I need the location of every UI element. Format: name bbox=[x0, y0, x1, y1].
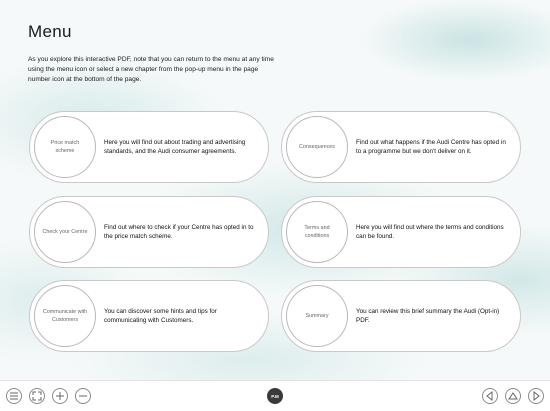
chapter-button-communicate[interactable]: Communicate with Customers bbox=[34, 285, 96, 347]
chapter-description: Find out what happens if the Audi Centre has opted in to a programme but we don't deliver on it. bbox=[356, 139, 506, 155]
home-icon[interactable] bbox=[505, 388, 521, 404]
chapter-button-terms[interactable]: Terms and conditions bbox=[286, 201, 348, 263]
next-page-icon[interactable] bbox=[528, 388, 544, 404]
previous-page-icon[interactable] bbox=[482, 388, 498, 404]
chapter-card-summary[interactable] bbox=[281, 280, 521, 352]
chapter-description: You can review this brief summary the Audi (Opt-in) PDF. bbox=[356, 308, 500, 324]
intro-text: As you explore this interactive PDF, note that you can return to the menu at any time using the menu icon or select a new chapter from the pop-up menu in the page number icon at the bottom of the page. bbox=[28, 56, 274, 83]
chapter-description: Here you will find out about trading and advertising standards, and the Audi consumer agreements. bbox=[104, 139, 246, 155]
chapter-card-communicate[interactable] bbox=[29, 280, 269, 352]
chapter-button-price-match[interactable]: Price match scheme bbox=[34, 116, 96, 178]
chapter-description: Here you will find out where the terms and conditions can be found. bbox=[356, 224, 504, 240]
page-number-button[interactable]: P.M bbox=[267, 388, 283, 404]
zoom-out-icon[interactable] bbox=[75, 388, 91, 404]
chapter-card-terms[interactable] bbox=[281, 196, 521, 268]
chapter-card-price-match[interactable] bbox=[29, 111, 269, 183]
zoom-in-icon[interactable] bbox=[52, 388, 68, 404]
chapter-card-check-centre[interactable] bbox=[29, 196, 269, 268]
page-title: Menu bbox=[28, 22, 72, 41]
chapter-button-summary[interactable]: Summary bbox=[286, 285, 348, 347]
chapter-card-consequences[interactable] bbox=[281, 111, 521, 183]
menu-icon[interactable] bbox=[6, 388, 22, 404]
chapter-button-check-centre[interactable]: Check your Centre bbox=[34, 201, 96, 263]
footer-toolbar bbox=[0, 380, 550, 411]
chapter-button-consequences[interactable]: Consequences bbox=[286, 116, 348, 178]
fit-page-icon[interactable] bbox=[29, 388, 45, 404]
chapter-description: Find out where to check if your Centre has opted in to the price match scheme. bbox=[104, 224, 254, 240]
chapter-description: You can discover some hints and tips for communicating with Customers. bbox=[104, 308, 217, 324]
